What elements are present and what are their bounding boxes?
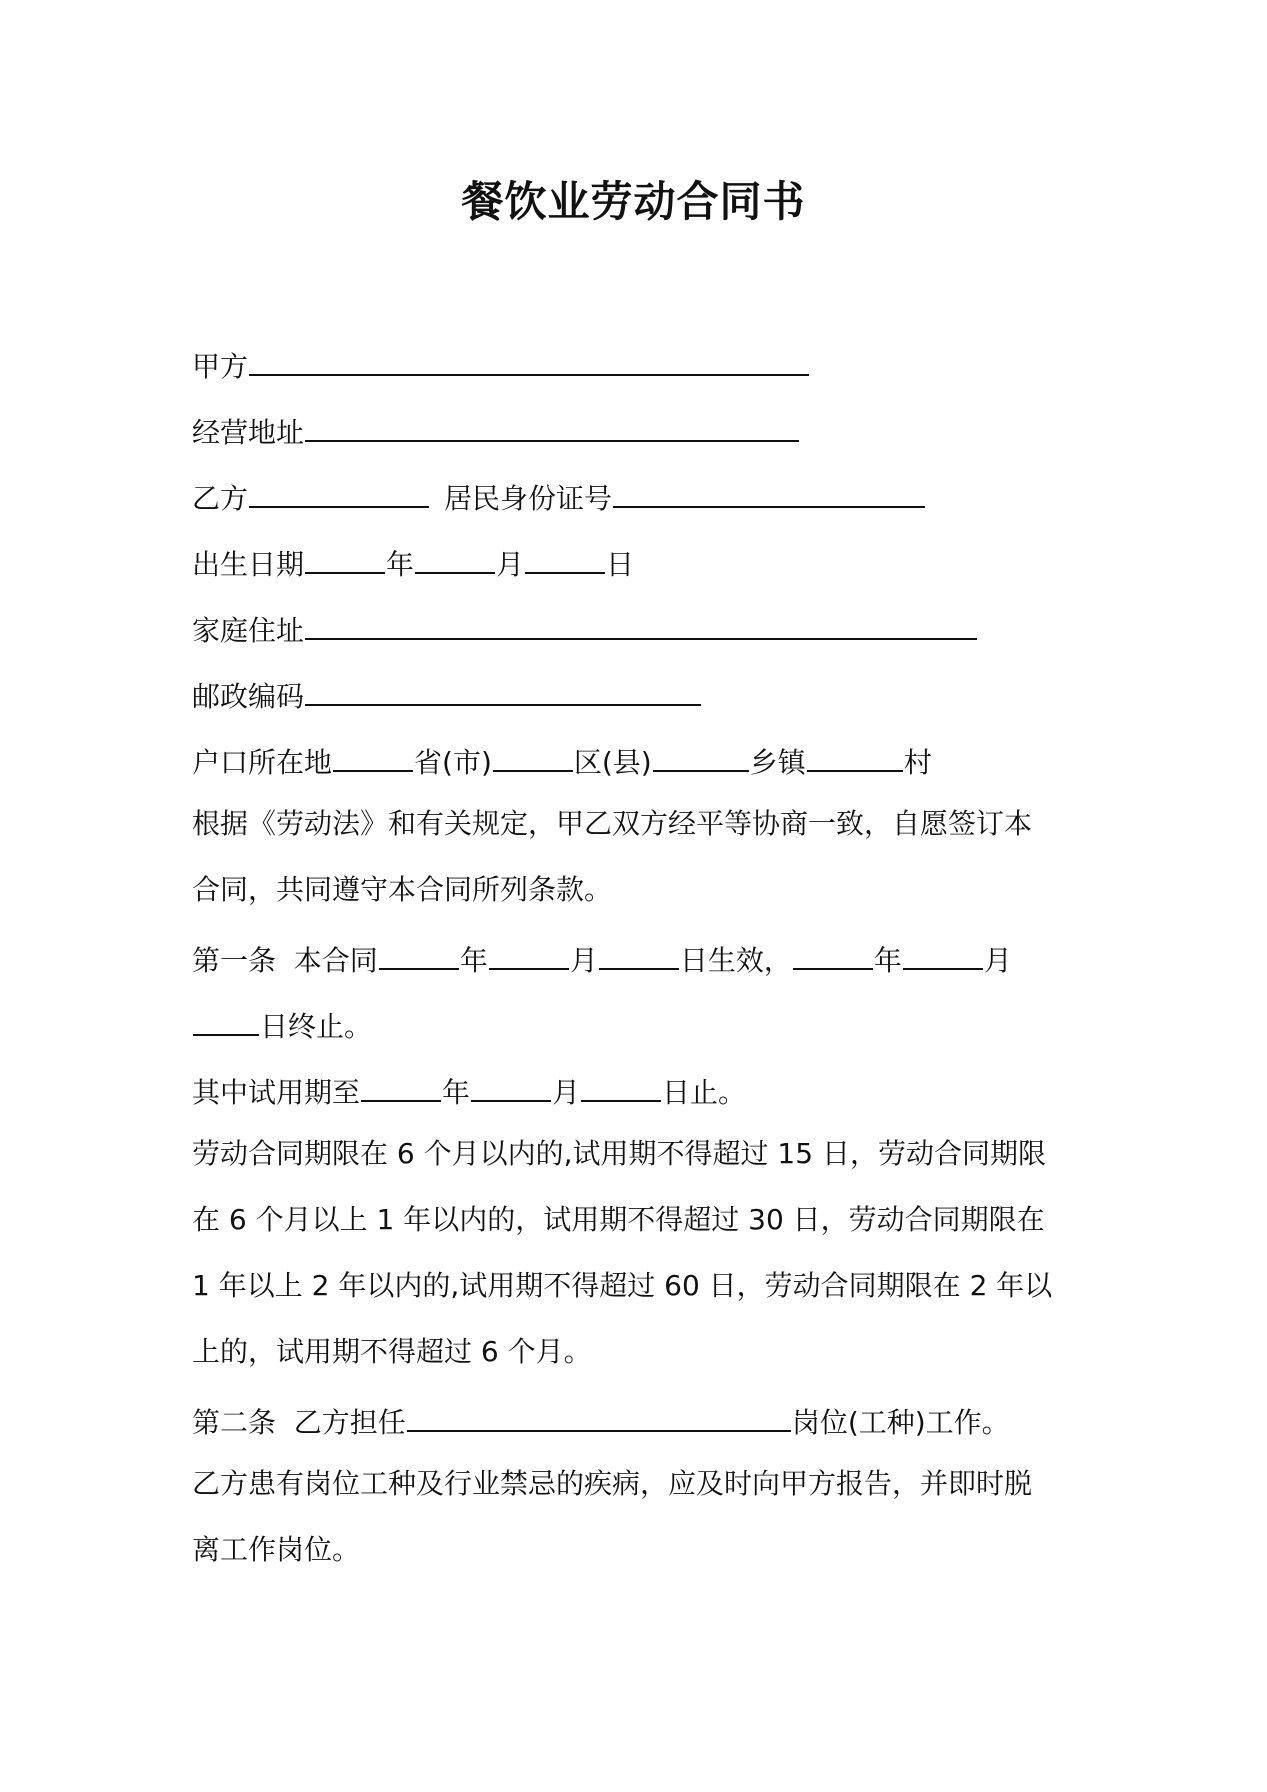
birth-month-blank[interactable] <box>415 538 495 574</box>
address-label: 经营地址 <box>192 416 305 449</box>
article-2-prefix: 第二条 乙方担任 <box>192 1406 406 1439</box>
intro-line-2: 合同，共同遵守本合同所列条款。 <box>192 873 613 906</box>
article-2-suffix: 岗位(工种)工作。 <box>791 1406 1010 1439</box>
disease-line-2: 离工作岗位。 <box>192 1533 361 1566</box>
party-b-label: 乙方 <box>192 482 249 515</box>
id-number-blank[interactable] <box>613 472 925 508</box>
probation-month-unit: 月 <box>552 1076 581 1109</box>
probation-year-blank[interactable] <box>361 1066 441 1102</box>
party-a-label: 甲方 <box>192 350 249 383</box>
start-year-blank[interactable] <box>379 934 459 970</box>
home-address-line <box>192 604 978 648</box>
probation-rules-line-3: 1 年以上 2 年以内的,试用期不得超过 60 日，劳动合同期限在 2 年以 <box>192 1269 1053 1302</box>
hukou-town-blank[interactable] <box>653 736 749 772</box>
party-a-blank[interactable] <box>249 340 809 376</box>
party-b-line <box>192 472 926 516</box>
disease-line-1: 乙方患有岗位工种及行业禁忌的疾病，应及时向甲方报告，并即时脱 <box>192 1467 1033 1500</box>
intro-line-1: 根据《劳动法》和有关规定，甲乙双方经平等协商一致，自愿签订本 <box>192 807 1033 840</box>
probation-rules-line-1: 劳动合同期限在 6 个月以内的,试用期不得超过 15 日，劳动合同期限 <box>192 1137 1046 1170</box>
probation-day-blank[interactable] <box>581 1066 661 1102</box>
end-month-blank[interactable] <box>903 934 983 970</box>
birth-year-blank[interactable] <box>305 538 385 574</box>
document-title: 餐饮业劳动合同书 <box>461 177 806 226</box>
postcode-line <box>192 670 702 714</box>
end-year-blank[interactable] <box>793 934 873 970</box>
end-year-unit: 年 <box>873 944 902 977</box>
end-day-unit: 日终止。 <box>260 1010 373 1043</box>
hukou-line <box>192 736 932 780</box>
hukou-district-blank[interactable] <box>493 736 573 772</box>
probation-label: 其中试用期至 <box>192 1076 361 1109</box>
probation-rules-line-4: 上的，试用期不得超过 6 个月。 <box>192 1335 592 1368</box>
party-b-blank[interactable] <box>249 472 429 508</box>
birth-day-unit: 日 <box>606 548 635 581</box>
birth-year-unit: 年 <box>386 548 415 581</box>
hukou-village-unit: 村 <box>903 746 932 779</box>
party-a-line <box>192 340 810 384</box>
end-month-unit: 月 <box>983 944 1012 977</box>
start-day-unit: 日生效， <box>679 944 792 977</box>
probation-rules-line-2: 在 6 个月以上 1 年以内的，试用期不得超过 30 日，劳动合同期限在 <box>192 1203 1045 1236</box>
start-day-blank[interactable] <box>599 934 679 970</box>
hukou-province-unit: 省(市) <box>414 746 492 779</box>
postcode-blank[interactable] <box>305 670 701 706</box>
article-1-prefix: 第一条 本合同 <box>192 944 378 977</box>
probation-day-unit: 日止。 <box>662 1076 747 1109</box>
home-address-label: 家庭住址 <box>192 614 305 647</box>
end-day-blank[interactable] <box>193 1000 259 1036</box>
probation-month-blank[interactable] <box>471 1066 551 1102</box>
home-address-blank[interactable] <box>305 604 977 640</box>
address-line <box>192 406 800 450</box>
start-month-unit: 月 <box>569 944 598 977</box>
hukou-label: 户口所在地 <box>192 746 333 779</box>
hukou-village-blank[interactable] <box>807 736 903 772</box>
birth-date-line <box>192 538 634 582</box>
position-blank[interactable] <box>407 1396 791 1432</box>
probation-line <box>192 1066 746 1110</box>
birth-month-unit: 月 <box>496 548 525 581</box>
start-year-unit: 年 <box>459 944 488 977</box>
article-1-line-1 <box>192 934 1012 978</box>
hukou-district-unit: 区(县) <box>573 746 652 779</box>
address-blank[interactable] <box>305 406 799 442</box>
hukou-province-blank[interactable] <box>333 736 413 772</box>
id-number-label: 居民身份证号 <box>444 482 613 515</box>
article-2-line <box>192 1396 1010 1440</box>
postcode-label: 邮政编码 <box>192 680 305 713</box>
article-1-line-2 <box>192 1000 372 1044</box>
birth-day-blank[interactable] <box>525 538 605 574</box>
probation-year-unit: 年 <box>442 1076 471 1109</box>
hukou-town-unit: 乡镇 <box>749 746 806 779</box>
birth-date-label: 出生日期 <box>192 548 305 581</box>
start-month-blank[interactable] <box>489 934 569 970</box>
